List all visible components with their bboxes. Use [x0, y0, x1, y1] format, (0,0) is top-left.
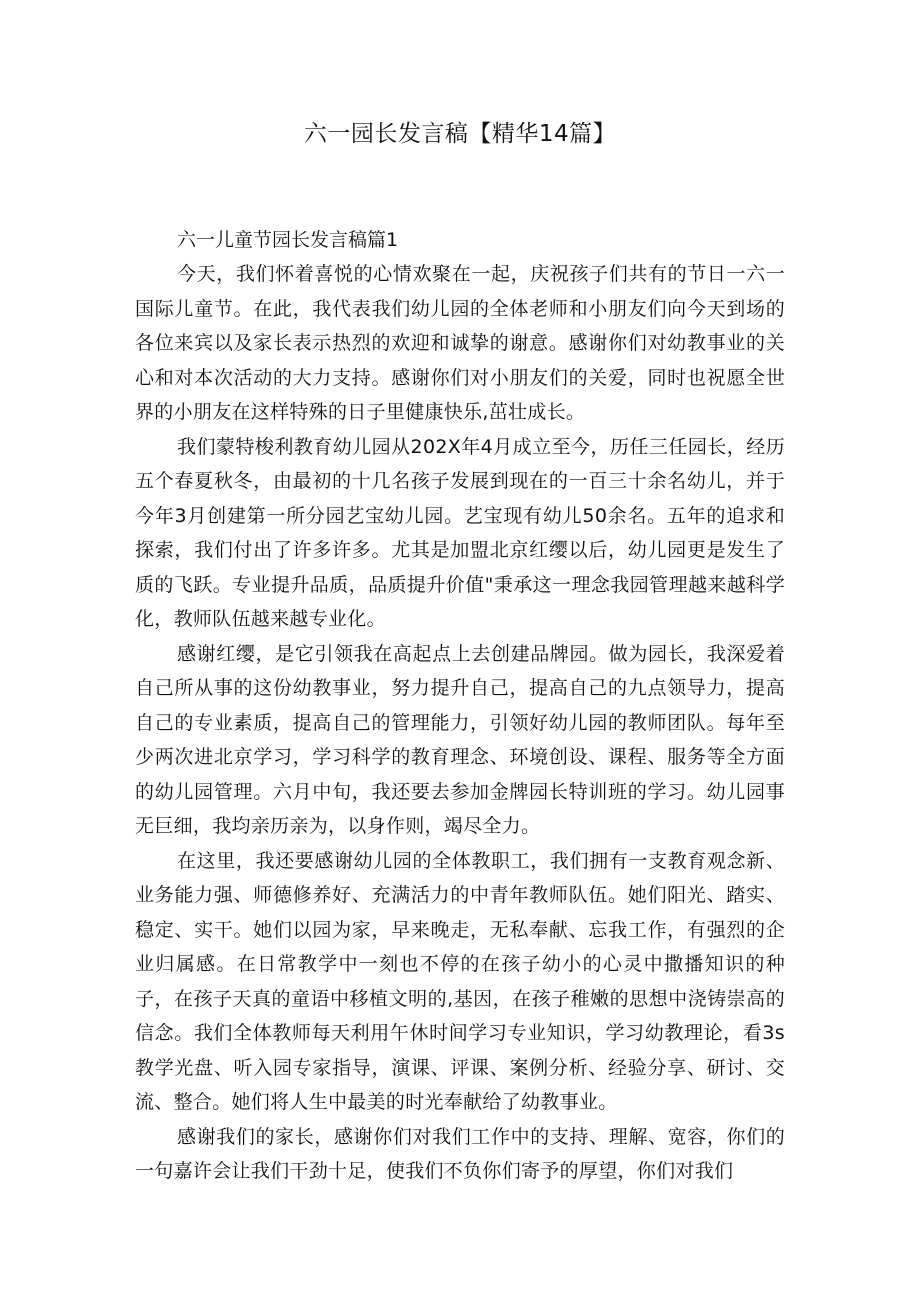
- paragraph-1: 今天，我们怀着喜悦的心情欢聚在一起，庆祝孩子们共有的节日一六一国际儿童节。在此，我代表我们幼儿园的全体老师和小朋友们向今天到场的各位来宾以及家长表示热烈的欢迎和诚挚的谢意。感谢你们对幼教事业的关心和对本次活动的大力支持。感谢你们对小朋友们的关爱，同时也祝愿全世界的小朋友在这样特殊的日子里健康快乐,茁壮成长。: [135, 263, 785, 423]
- article-body: [135, 223, 785, 1189]
- section-heading: 六一儿童节园长发言稿篇1: [177, 229, 399, 251]
- document-title: 六一园长发言稿【精华14篇】: [303, 121, 617, 147]
- paragraph-3: 感谢红缨，是它引领我在高起点上去创建品牌园。做为园长，我深爱着自己所从事的这份幼教事业，努力提升自己，提高自己的九点领导力，提高自己的专业素质，提高自己的管理能力，引领好幼儿园的教师团队。每年至少两次进北京学习，学习科学的教育理念、环境创设、课程、服务等全方面的幼儿园管理。六月中旬，我还要去参加金牌园长特训班的学习。幼儿园事无巨细，我均亲历亲为，以身作则，竭尽全力。: [135, 642, 785, 837]
- paragraph-4: 在这里，我还要感谢幼儿园的全体教职工，我们拥有一支教育观念新、业务能力强、师德修养好、充满活力的中青年教师队伍。她们阳光、踏实、稳定、实干。她们以园为家，早来晚走，无私奉献、忘我工作，有强烈的企业归属感。在日常教学中一刻也不停的在孩子幼小的心灵中撒播知识的种子，在孩子天真的童语中移植文明的,基因，在孩子稚嫩的思想中浇铸崇高的信念。我们全体教师每天利用午休时间学习专业知识，学习幼教理论，看3s教学光盘、听入园专家指导，演课、评课、案例分析、经验分享、研讨、交流、整合。她们将人生中最美的时光奉献给了幼教事业。: [135, 849, 785, 1113]
- paragraph-2: 我们蒙特梭利教育幼儿园从202X年4月成立至今，历任三任园长，经历五个春夏秋冬，由最初的十几名孩子发展到现在的一百三十余名幼儿，并于今年3月创建第一所分园艺宝幼儿园。艺宝现有幼儿50余名。五年的追求和探索，我们付出了许多许多。尤其是加盟北京红缨以后，幼儿园更是发生了质的飞跃。专业提升品质，品质提升价值"秉承这一理念我园管理越来越科学化，教师队伍越来越专业化。: [135, 435, 785, 630]
- paragraph-5: 感谢我们的家长，感谢你们对我们工作中的支持、理解、宽容，你们的一句嘉许会让我们干劲十足，使我们不负你们寄予的厚望，你们对我们: [135, 1125, 785, 1182]
